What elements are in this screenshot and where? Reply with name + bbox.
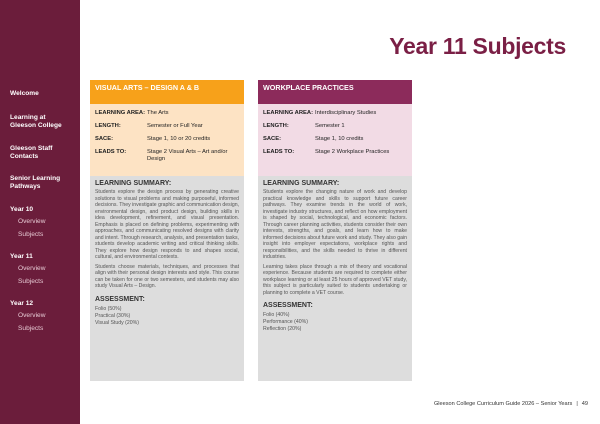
page-number: 49 <box>581 401 588 407</box>
info-key: LENGTH: <box>263 123 289 129</box>
info-row-learning-area <box>95 110 239 117</box>
sidebar-subitem-year-12-subjects[interactable]: Subjects <box>18 325 44 332</box>
sidebar-subitem-year-11-subjects[interactable]: Subjects <box>18 278 44 285</box>
assessment-heading: ASSESSMENT: <box>95 295 145 303</box>
info-row-length <box>263 123 407 130</box>
learning-summary-heading: LEARNING SUMMARY: <box>95 180 172 187</box>
info-key: LEADS TO: <box>263 149 295 155</box>
info-value: Stage 2 Visual Arts – Art and/or Design <box>147 149 228 162</box>
subject-card-visual-arts-design <box>90 80 244 381</box>
page-footer <box>434 401 588 407</box>
assessment-heading: ASSESSMENT: <box>263 302 313 309</box>
learning-summary-heading: LEARNING SUMMARY: <box>263 180 340 187</box>
sidebar-item-senior-learning-pathways[interactable]: Senior Learning Pathways <box>10 175 61 190</box>
subject-info-panel <box>90 104 244 176</box>
sidebar-item-welcome[interactable]: Welcome <box>10 90 39 97</box>
info-value: Semester or Full Year <box>147 123 203 129</box>
info-value: Interdisciplinary Studies <box>315 110 377 116</box>
info-key: LEARNING AREA: <box>263 110 314 116</box>
info-row-leads-to <box>263 149 407 156</box>
info-value: Semester 1 <box>315 123 345 129</box>
assessment-item: Practical (30%) <box>95 312 131 319</box>
subject-body <box>90 176 244 381</box>
info-value: Stage 2 Workplace Practices <box>315 149 390 155</box>
summary-paragraph: Students explore the design process by generating creative solutions to visual problems and making purposeful, informed decisions. They investigate graphic and communication design, environmental design, and product design, building skills in idea development, refinement, and visual presentation. Emphasis is placed on defining problems, experimenting with approaches, and communicating resolved designs with clarity and intent. Through research, analysis, and presentation tasks, students develop academic writing and critical thinking skills. They explore how design responds to and shapes social, cultural, and environmental contexts. <box>95 189 239 260</box>
summary-paragraph: Students explore the changing nature of work and develop practical knowledge and skills to support future career pathways. They examine trends in the world of work, investigate industry structures, and reflect on how employment is shaped by social, technological, and economic factors. Through career planning activities, students consider their own interests, strengths, and goals, and learn how to make informed decisions about future work and study. They also gain insight into employer expectations, workplace rights and responsibilities, and the skills needed to thrive in different industries. <box>263 189 407 260</box>
summary-paragraph: Students choose materials, techniques, and processes that align with their personal design interests and style. This course can be taken for one or two semesters, and students may also study Visual Arts – Design. <box>95 263 239 289</box>
sidebar-nav <box>0 0 80 424</box>
sidebar-subitem-year-10-subjects[interactable]: Subjects <box>18 231 44 238</box>
info-value: Stage 1, 10 or 20 credits <box>147 136 211 142</box>
assessment-item: Visual Study (20%) <box>95 319 140 326</box>
summary-paragraph: Learning takes place through a mix of theory and vocational experience. Because students are required to complete either workplace learning or at least 25 hours of approved VET study, this subject is particularly suited to students undertaking or planning to complete a VET course. <box>263 263 407 296</box>
subject-header: VISUAL ARTS – DESIGN A & B <box>90 80 244 104</box>
sidebar-item-staff-contacts[interactable]: Gleeson Staff Contacts <box>10 145 53 160</box>
sidebar-subitem-year-11-overview[interactable]: Overview <box>18 265 46 272</box>
info-row-learning-area <box>263 110 407 117</box>
info-value: The Arts <box>147 110 169 116</box>
sidebar-subitem-year-10-overview[interactable]: Overview <box>18 218 46 225</box>
assessment-item: Reflection (20%) <box>263 326 302 332</box>
info-key: SACE: <box>95 136 114 142</box>
info-key: SACE: <box>263 136 282 142</box>
assessment-item: Folio (50%) <box>95 305 122 312</box>
subject-header: WORKPLACE PRACTICES <box>258 80 412 104</box>
sidebar-item-year-10[interactable]: Year 10 <box>10 206 34 213</box>
subject-body <box>258 176 412 381</box>
info-value: Stage 1, 10 credits <box>315 136 364 142</box>
info-key: LEADS TO: <box>95 149 127 155</box>
info-key: LEARNING AREA: <box>95 110 146 116</box>
subject-card-workplace-practices <box>258 80 412 381</box>
sidebar-subitem-year-12-overview[interactable]: Overview <box>18 312 46 319</box>
footer-text: Gleeson College Curriculum Guide 2026 – Senior Years <box>433 401 573 407</box>
info-key: LENGTH: <box>95 123 121 129</box>
subject-info-panel <box>258 104 412 176</box>
info-row-leads-to <box>95 149 239 163</box>
sidebar-item-learning-at-gleeson[interactable]: Learning at Gleeson College <box>10 114 62 129</box>
info-row-sace <box>263 136 407 143</box>
sidebar-item-year-11[interactable]: Year 11 <box>10 253 33 260</box>
info-row-length <box>95 123 239 130</box>
footer-separator: | <box>576 401 578 407</box>
info-row-sace <box>95 136 239 143</box>
sidebar-item-year-12[interactable]: Year 12 <box>10 300 34 307</box>
page-title: Year 11 Subjects <box>389 33 566 59</box>
assessment-item: Performance (40%) <box>263 319 308 325</box>
assessment-item: Folio (40%) <box>263 312 290 318</box>
